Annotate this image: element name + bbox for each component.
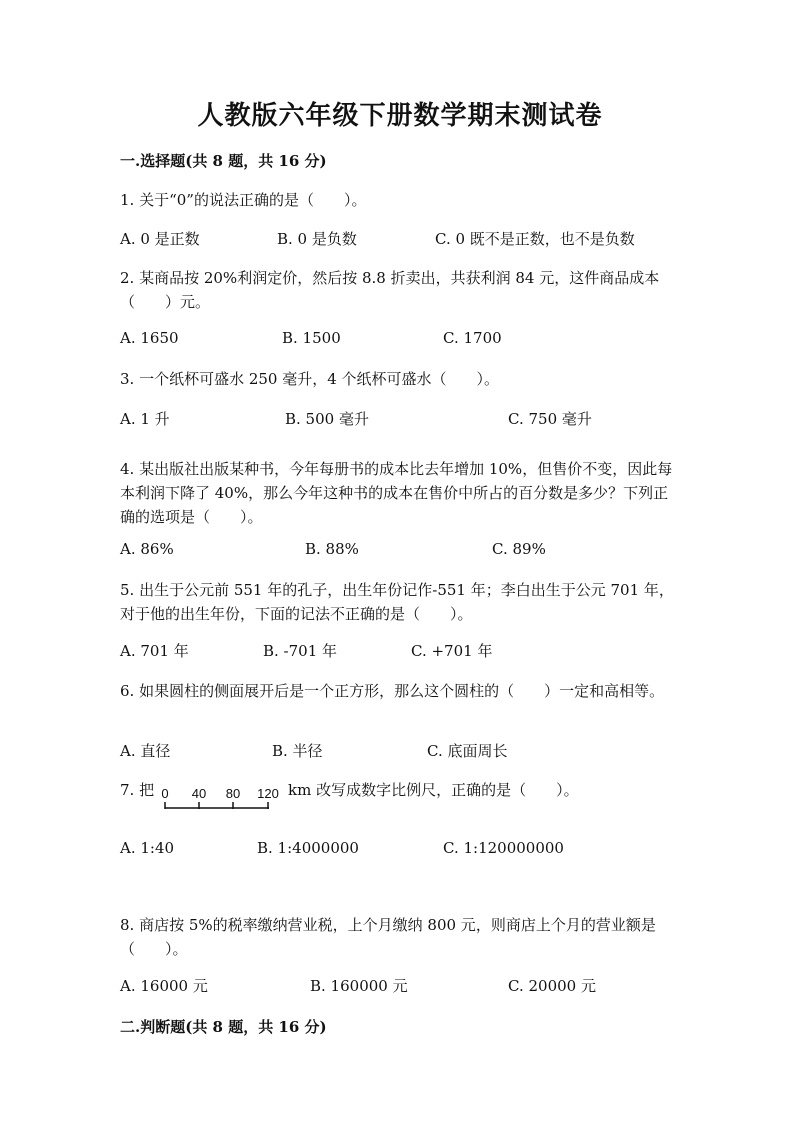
- option-2b: B. 1500: [282, 329, 341, 347]
- page-title: 人教版六年级下册数学期末测试卷: [197, 101, 603, 131]
- option-5b: B. -701 年: [263, 642, 338, 660]
- question-7-suffix: km 改写成数字比例尺，正确的是（ ）。: [288, 781, 579, 799]
- question-8: 8. 商店按 5%的税率缴纳营业税，上个月缴纳 800 元，则商店上个月的营业额是（ ）。: [120, 916, 656, 958]
- scale-label-120: 120: [257, 786, 279, 801]
- option-1b: B. 0 是负数: [277, 230, 357, 248]
- question-5: 5. 出生于公元前 551 年的孔子，出生年份记作-551 年；李白出生于公元 701 年，对于他的出生年份，下面的记法不正确的是（ ）。: [120, 581, 674, 623]
- option-3b: B. 500 毫升: [285, 410, 369, 428]
- section-heading-judgement: 二.判断题(共 8 题，共 16 分): [120, 1018, 327, 1036]
- option-2c: C. 1700: [443, 329, 502, 347]
- option-6b: B. 半径: [272, 742, 323, 760]
- option-7b: B. 1:4000000: [257, 839, 359, 857]
- question-2: 2. 某商品按 20%利润定价，然后按 8.8 折卖出，共获利润 84 元，这件商品成本（ ）元。: [120, 269, 660, 311]
- option-5c: C. +701 年: [411, 642, 493, 660]
- option-6c: C. 底面周长: [427, 742, 508, 760]
- option-5a: A. 701 年: [120, 642, 189, 660]
- question-7-prefix: 7. 把: [120, 781, 155, 799]
- option-4c: C. 89%: [492, 540, 546, 558]
- option-1a: A. 0 是正数: [120, 230, 200, 248]
- option-7c: C. 1:120000000: [443, 839, 564, 857]
- option-3c: C. 750 毫升: [508, 410, 592, 428]
- scale-label-0: 0: [161, 786, 169, 801]
- option-4a: A. 86%: [120, 540, 174, 558]
- question-1: 1. 关于“0”的说法正确的是（ ）。: [120, 191, 367, 209]
- question-4: 4. 某出版社出版某种书，今年每册书的成本比去年增加 10%，但售价不变，因此每本利润下降了 40%，那么今年这种书的成本在售价中所占的百分数是多少？下列正确的选项是（ ）。: [120, 460, 673, 526]
- scale-label-80: 80: [225, 786, 241, 801]
- option-8c: C. 20000 元: [508, 977, 596, 995]
- scale-bar: [157, 784, 285, 814]
- option-1c: C. 0 既不是正数，也不是负数: [435, 230, 635, 248]
- scale-label-40: 40: [191, 786, 207, 801]
- option-8b: B. 160000 元: [310, 977, 408, 995]
- option-3a: A. 1 升: [120, 410, 170, 428]
- option-6a: A. 直径: [120, 742, 171, 760]
- option-7a: A. 1:40: [120, 839, 175, 857]
- question-6: 6. 如果圆柱的侧面展开后是一个正方形，那么这个圆柱的（ ）一定和高相等。: [120, 682, 665, 700]
- question-3: 3. 一个纸杯可盛水 250 毫升，4 个纸杯可盛水（ ）。: [120, 370, 500, 388]
- option-8a: A. 16000 元: [120, 977, 208, 995]
- section-heading-choice: 一.选择题(共 8 题，共 16 分): [120, 152, 327, 170]
- option-4b: B. 88%: [305, 540, 359, 558]
- option-2a: A. 1650: [120, 329, 179, 347]
